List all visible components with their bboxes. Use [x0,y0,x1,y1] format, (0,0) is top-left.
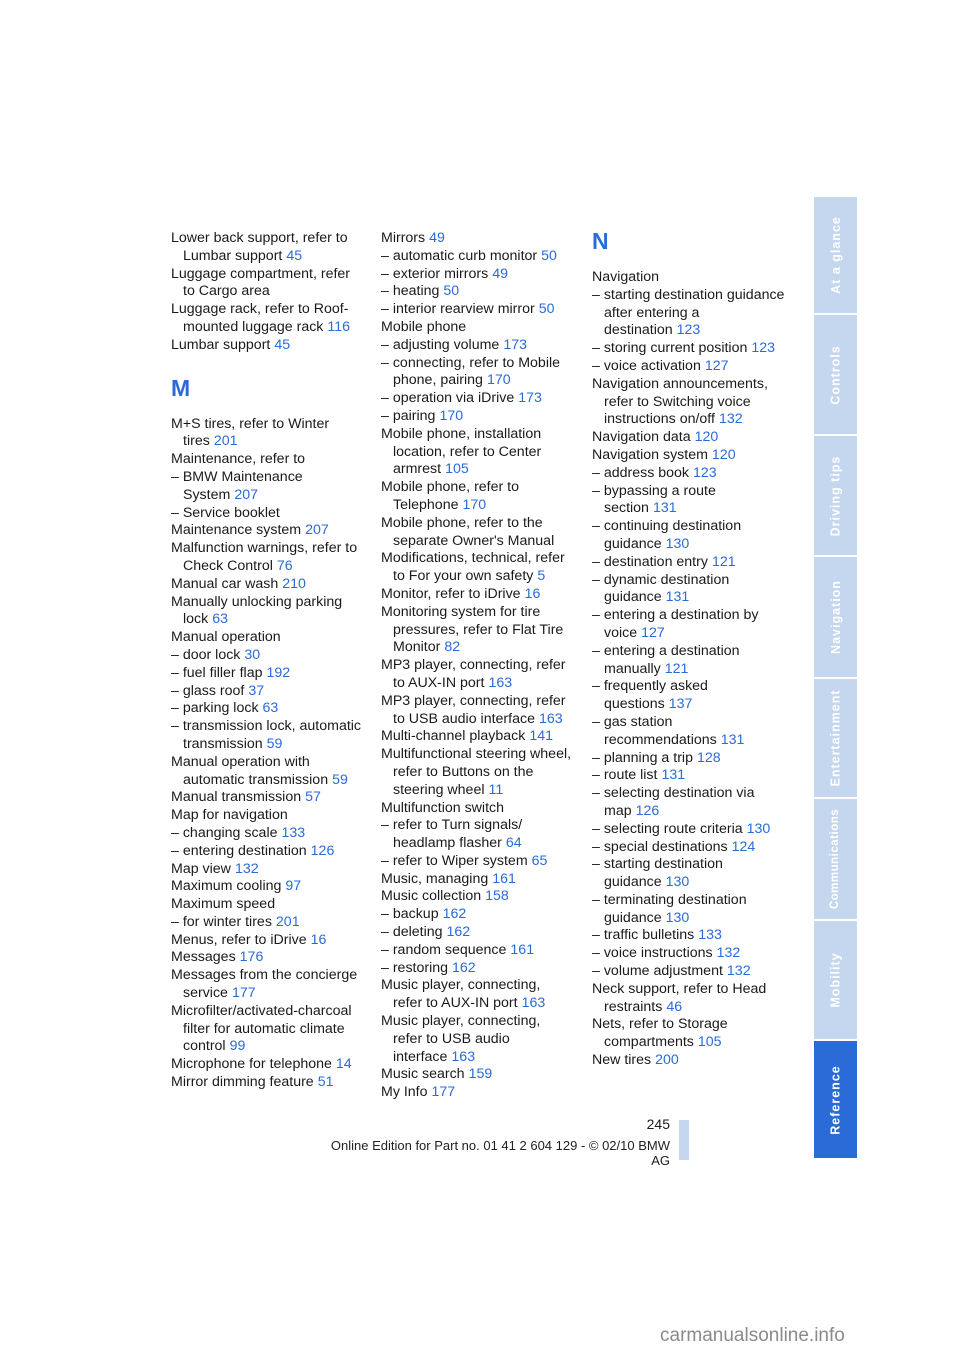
index-entry [171,665,363,683]
index-entry [592,785,787,821]
index-entry-text: Multifunctional steering wheel, refer to Buttons on the steering wheel [381,746,572,798]
index-entry [592,963,787,981]
index-entry-text: – transmission lock, automatic transmission [171,718,362,752]
index-entry [592,483,787,519]
page-number: 245 [646,1116,670,1132]
index-entry-text: – interior rearview mirror [381,301,535,318]
index-entry-text: Malfunction warnings, refer to Check Control [171,540,358,574]
index-entry [381,248,573,266]
index-entry [381,355,573,391]
page-link[interactable]: 170 [486,372,511,389]
index-entry [171,451,363,469]
index-entry [592,429,787,447]
page-link[interactable]: 200 [655,1052,679,1069]
index-entry-text: – terminating destination guidance [592,891,747,926]
index-entry [171,683,363,701]
index-entry [381,960,573,978]
index-entry [381,1084,573,1102]
index-entry-text: – deleting [381,924,443,941]
page-link[interactable]: 123 [751,340,776,357]
index-entry [381,604,573,657]
index-entry [381,283,573,301]
index-entry [381,942,573,960]
index-entry-text: Messages [171,949,236,966]
index-entry [171,1074,363,1092]
index-entry [381,853,573,871]
index-entry-text: – selecting destination via map [592,785,755,819]
page-link[interactable]: 170 [439,407,464,424]
index-entry-text: – dynamic destination guidance [592,571,730,606]
index-entry [592,981,787,1017]
page-link[interactable]: 14 [335,1056,352,1073]
page-link[interactable]: 132 [718,411,743,428]
index-entry [592,750,787,768]
page-link[interactable]: 126 [310,842,335,859]
index-entry-text: – frequently asked questions [592,678,708,713]
index-entry-text: Luggage compartment, refer to Cargo area [171,265,351,300]
index-column-1 [171,230,363,1092]
page-link[interactable]: 45 [274,336,291,353]
index-entry [381,871,573,889]
index-entry-text: – restoring [381,959,449,976]
index-entry [171,807,363,825]
index-entry [171,469,363,505]
index-entry-text: – address book [592,464,690,481]
index-entry [171,932,363,950]
page-link[interactable]: 30 [244,646,261,663]
page-link[interactable]: 207 [234,486,258,503]
index-entry-text: Navigation announcements, refer to Switching voice instructions on/off [592,375,768,428]
index-entry-text: Luggage rack, refer to Roof-mounted luggage rack [171,301,349,335]
watermark: carmanualsonline.info [660,1325,845,1346]
index-entry [381,319,573,337]
index-entry [171,914,363,932]
index-entry [592,1052,787,1070]
index-entry-text: Multifunction switch [381,799,505,816]
page-link[interactable]: 131 [652,500,677,517]
index-entry-text: Mirror dimming feature [171,1074,314,1091]
index-entry [592,607,787,643]
page-link[interactable]: 123 [693,464,717,481]
index-entry-text: – continuing destination guidance [592,518,742,552]
index-entry-text: – operation via iDrive [381,390,515,407]
index-entry-text: – backup [381,906,439,923]
page-link[interactable]: 50 [541,247,557,264]
index-entry [171,1056,363,1074]
index-entry [381,906,573,924]
index-entry [381,924,573,942]
index-entry [171,718,363,754]
index-entry [171,576,363,594]
chapter-tabs [814,197,857,1160]
index-entry [381,230,573,248]
page-link[interactable]: 163 [521,995,546,1012]
index-entry-text: – special destinations [592,838,728,855]
index-entry-text: – gas station recommendations [592,713,717,748]
tab-driving-tips[interactable]: Driving tips [814,436,857,557]
page-link[interactable]: 16 [310,931,327,948]
page-link[interactable]: 97 [285,878,302,895]
index-entry-text: Music, managing [381,870,489,887]
index-entry [592,447,787,465]
page-link[interactable]: 162 [452,959,476,976]
index-entry-text: – entering destination [171,842,307,859]
index-entry-text: – planning a trip [592,749,693,766]
index-entry [592,945,787,963]
index-entry-text: – Service booklet [171,504,280,521]
index-entry-text: MP3 player, connecting, refer to USB audio interface [381,692,566,727]
page-link[interactable]: 161 [492,870,516,887]
index-entry-text: Manual transmission [171,789,302,806]
tab-at-a-glance[interactable]: At a glance [814,197,857,315]
page-link[interactable]: 130 [665,874,690,891]
index-entry-text: Monitoring system for tire pressures, refer to Flat Tire Monitor [381,603,564,656]
page-link[interactable]: 131 [720,731,745,748]
page-link[interactable]: 128 [696,749,721,766]
page-link[interactable]: 121 [664,660,689,677]
page-link[interactable]: 177 [231,985,256,1002]
index-entry-text: – starting destination guidance [592,856,723,891]
page-link[interactable]: 123 [676,322,701,339]
index-entry-text: Microphone for telephone [171,1056,332,1073]
index-entry-text: Modifications, technical, refer to For your own safety [381,550,565,585]
tab-mobility[interactable]: Mobility [814,921,857,1041]
footer-edition: Online Edition for Part no. 01 41 2 604 129 - © 02/10 BMW AG [330,1138,670,1168]
index-entry-text: – automatic curb monitor [381,247,538,264]
index-entry-text: Music player, connecting, refer to AUX-IN port [381,977,541,1012]
page-link[interactable]: 132 [716,945,741,962]
index-entry [592,821,787,839]
page-link[interactable]: 130 [665,535,690,552]
tab-entertainment[interactable]: Entertainment [814,679,857,799]
index-entry-text: Maintenance, refer to [171,451,306,468]
page-link[interactable]: 49 [492,265,508,282]
page-link[interactable]: 124 [731,838,756,855]
page-link[interactable]: 63 [212,611,229,628]
page-link[interactable]: 64 [505,835,522,852]
page-link[interactable]: 133 [281,824,306,841]
index-entry-text: – changing scale [171,824,278,841]
index-entry [171,594,363,630]
page-link[interactable]: 63 [262,700,279,717]
index-entry [171,789,363,807]
index-entry-text: Maximum cooling [171,878,282,895]
index-entry-text: – starting destination guidance after entering a destination [592,286,785,339]
index-entry-text: – refer to Turn signals/ headlamp flasher [381,817,523,852]
index-entry [381,408,573,426]
page-link[interactable]: 45 [286,247,303,264]
page-link[interactable]: 163 [538,710,563,727]
index-entry [381,266,573,284]
page-link[interactable]: 131 [665,589,690,606]
page-link[interactable]: 163 [488,674,513,691]
index-entry [381,426,573,479]
index-entry [171,540,363,576]
page-link[interactable]: 99 [229,1038,246,1055]
index-entry-text: – exterior mirrors [381,265,489,282]
index-entry [592,856,787,892]
index-entry [592,1016,787,1052]
page-link[interactable]: 127 [704,357,729,374]
index-entry-text: Music search [381,1066,465,1083]
index-entry-text: Music player, connecting, refer to USB audio interface [381,1013,541,1065]
page-link[interactable]: 162 [442,906,467,923]
index-entry [381,746,573,799]
index-entry-text: – heating [381,283,440,300]
page-link[interactable]: 59 [332,771,348,788]
index-entry-text: – adjusting volume [381,336,500,353]
index-entry [592,643,787,679]
page-link[interactable]: 105 [697,1034,722,1051]
index-entry-text: – destination entry [592,553,708,570]
index-entry-text: – voice activation [592,357,701,374]
page-link[interactable]: 201 [275,913,300,930]
index-entry [171,754,363,790]
index-entry-text: – storing current position [592,340,748,357]
index-entry [171,896,363,914]
index-entry-text: Lumbar support [171,336,271,353]
index-entry [381,337,573,355]
page-link[interactable]: 170 [462,496,487,513]
page-link[interactable]: 131 [661,767,686,784]
tab-controls[interactable]: Controls [814,315,857,436]
index-entry-text: – route list [592,767,658,784]
page-link[interactable]: 121 [711,553,736,570]
page-marker [679,1120,689,1160]
index-entry [381,479,573,515]
index-entry [592,376,787,429]
index-entry [171,825,363,843]
index-entry [381,1066,573,1084]
index-entry-text: Messages from the concierge service [171,967,358,1002]
page-link[interactable]: 161 [510,941,535,958]
page-link[interactable]: 163 [451,1048,476,1065]
index-entry-text: – bypassing a route section [592,482,716,517]
index-entry-text: – glass roof [171,682,245,699]
page-link[interactable]: 133 [698,927,722,944]
page-link[interactable]: 59 [266,735,283,752]
page-link[interactable]: 130 [665,909,690,926]
page-link[interactable]: 210 [282,575,306,592]
page-link[interactable]: 11 [488,781,504,798]
page-link[interactable]: 207 [305,522,329,539]
index-entry-text: My Info [381,1084,428,1101]
index-entry [592,927,787,945]
index-entry-text: Multi-channel playback [381,728,526,745]
index-entry-text: Mobile phone, refer to the separate Owner's Manual [381,514,555,549]
index-entry [381,301,573,319]
index-entry-text: – random sequence [381,941,507,958]
index-letter-heading: M [171,374,191,401]
index-entry-text: Manual operation with automatic transmission [171,753,329,788]
index-entry [381,550,573,586]
index-entry [592,465,787,483]
index-entry-text: M+S tires, refer to Winter tires [171,415,330,450]
index-entry [171,629,363,647]
index-entry-text: Maintenance system [171,522,302,539]
index-entry [592,269,787,287]
index-entry-text: – entering a destination manually [592,642,740,677]
page-link[interactable]: 51 [317,1074,334,1091]
page-link[interactable]: 57 [305,789,321,806]
page-link[interactable]: 132 [726,963,751,980]
index-entry-text: Manual car wash [171,575,279,592]
page-link[interactable]: 120 [711,446,736,463]
index-entry-text: – voice instructions [592,945,713,962]
page-link[interactable]: 130 [746,820,771,837]
index-entry [592,839,787,857]
index-entry-text: – for winter tires [171,913,272,930]
index-entry-text: – connecting, refer to Mobile phone, pairing [381,354,561,389]
page-link[interactable]: 105 [445,461,469,478]
index-entry-text: Manual operation [171,629,281,646]
index-entry-text: Monitor, refer to iDrive [381,585,521,602]
index-entry-text: Mobile phone, refer to Telephone [381,479,520,513]
index-entry-text: – selecting route criteria [592,820,743,837]
index-entry [592,287,787,340]
index-entry [171,949,363,967]
page-link[interactable]: 116 [327,318,351,335]
index-entry [381,693,573,729]
index-entry-text: Map view [171,860,231,877]
page-link[interactable]: 50 [538,301,555,318]
index-entry [592,572,787,608]
index-entry [381,390,573,408]
index-entry-text: – entering a destination by voice [592,607,759,641]
index-entry [381,800,573,818]
index-entry-text: Mirrors [381,230,426,246]
index-entry-text: Maximum speed [171,896,276,913]
index-entry [592,892,787,928]
index-entry [381,977,573,1013]
index-entry-text: Lower back support, refer to Lumbar support [171,230,348,264]
tab-navigation[interactable]: Navigation [814,557,857,679]
index-entry-text: – refer to Wiper system [381,852,528,869]
index-entry-text: Nets, refer to Storage compartments [592,1016,728,1051]
index-entry [381,586,573,604]
index-entry-text: Navigation system [592,446,708,463]
page-link[interactable]: 82 [444,639,461,656]
index-entry-text: – BMW Maintenance System [171,468,303,503]
index-entry [171,843,363,861]
index-entry-text: MP3 player, connecting, refer to AUX-IN port [381,657,566,691]
index-entry-text: Manually unlocking parking lock [171,593,343,628]
index-entry-text: Navigation [592,269,660,285]
page-link[interactable]: 46 [666,998,683,1015]
page-link[interactable]: 127 [641,624,665,641]
index-entry-text: New tires [592,1052,652,1069]
index-entry [381,515,573,551]
page-link[interactable]: 177 [431,1084,456,1101]
page-link[interactable]: 126 [635,802,660,819]
index-entry [592,358,787,376]
page-link[interactable]: 50 [443,283,460,300]
page-link[interactable]: 37 [248,682,265,699]
index-entry [171,967,363,1003]
index-entry-text: Mobile phone, installation location, refer to Center armrest [381,425,542,478]
index-entry-text: Microfilter/activated-charcoal filter for automatic climate control [171,1002,352,1055]
page-link[interactable]: 65 [531,852,548,869]
index-letter-heading: N [592,228,609,254]
index-entry-text: – pairing [381,407,436,424]
index-column-3 [592,230,787,1070]
index-entry [381,1013,573,1066]
index-entry [171,416,363,452]
page-link[interactable]: 137 [668,696,693,713]
page-link[interactable]: 49 [429,230,445,246]
page-link[interactable]: 120 [694,429,719,446]
page-link[interactable]: 76 [276,557,293,574]
page-link[interactable]: 176 [239,949,264,966]
index-entry [592,714,787,750]
page-link[interactable]: 162 [446,924,471,941]
index-entry [171,505,363,523]
index-entry [381,657,573,693]
index-entry [592,767,787,785]
index-entry-text: Neck support, refer to Head restraints [592,980,767,1015]
index-entry [171,266,363,302]
page-link[interactable]: 158 [485,888,509,905]
index-entry-text: – volume adjustment [592,963,723,980]
page-link[interactable]: 159 [468,1066,493,1083]
index-entry-text: Navigation data [592,429,691,446]
index-entry [381,888,573,906]
index-entry [592,340,787,358]
index-entry [171,522,363,540]
index-entry [171,301,363,337]
page-link[interactable]: 132 [234,860,259,877]
index-entry-text: Menus, refer to iDrive [171,931,307,948]
index-column-2 [381,230,573,1102]
index-entry [171,861,363,879]
page-link[interactable]: 201 [213,433,238,450]
index-entry [592,678,787,714]
tab-reference[interactable]: Reference [814,1041,857,1160]
index-entry [171,700,363,718]
index-entry [171,337,363,355]
index-entry-text: – fuel filler flap [171,664,263,681]
index-entry [381,728,573,746]
index-entry-text: Map for navigation [171,807,288,824]
page-link[interactable]: 16 [524,585,541,602]
index-entry-text: Mobile phone [381,318,467,335]
page-link[interactable]: 173 [518,390,542,407]
index-entry [171,230,363,266]
index-entry [171,647,363,665]
index-entry [381,817,573,853]
index-entry [592,518,787,554]
tab-communications[interactable]: Communications [814,799,857,921]
index-entry-text: – traffic bulletins [592,927,695,944]
index-entry-text: – parking lock [171,700,259,717]
index-entry [171,878,363,896]
index-entry-text: – door lock [171,646,241,663]
page-link[interactable]: 173 [503,336,527,353]
page-link[interactable]: 192 [266,664,291,681]
page-link[interactable]: 141 [529,728,553,745]
index-entry [592,554,787,572]
index-entry-text: Music collection [381,888,482,905]
page-link[interactable]: 5 [537,568,546,585]
index-entry [171,1003,363,1056]
